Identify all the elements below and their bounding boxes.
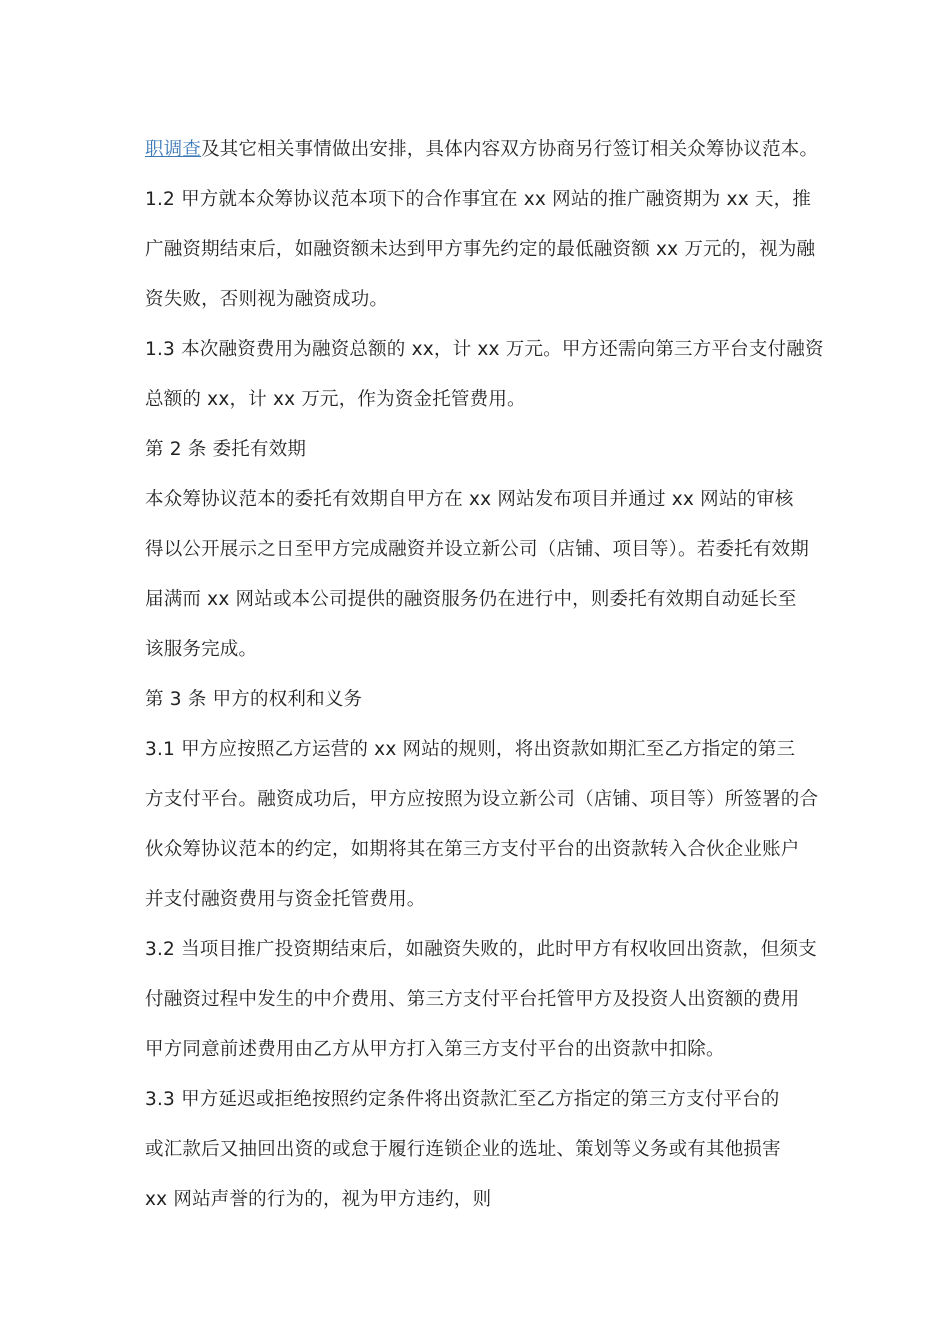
paragraph-line: 届满而 xx 网站或本公司提供的融资服务仍在进行中，则委托有效期自动延长至 bbox=[145, 589, 797, 610]
paragraph-line: 并支付融资费用与资金托管费用。 bbox=[145, 889, 426, 910]
paragraph-line: 该服务完成。 bbox=[145, 639, 258, 660]
paragraph-line: 3.1 甲方应按照乙方运营的 xx 网站的规则，将出资款如期汇至乙方指定的第三 bbox=[145, 739, 796, 760]
paragraph-line bbox=[145, 138, 825, 162]
line-text: 及其它相关事情做出安排，具体内容双方协商另行签订相关众筹协议范本。 bbox=[201, 139, 819, 160]
paragraph-line: 本众筹协议范本的委托有效期自甲方在 xx 网站发布项目并通过 xx 网站的审核 bbox=[145, 489, 794, 510]
paragraph-line: 1.3 本次融资费用为融资总额的 xx，计 xx 万元。甲方还需向第三方平台支付融资 bbox=[145, 339, 824, 360]
paragraph-line: 3.2 当项目推广投资期结束后，如融资失败的，此时甲方有权收回出资款，但须支 bbox=[145, 939, 817, 960]
paragraph-line: 甲方同意前述费用由乙方从甲方打入第三方支付平台的出资款中扣除。 bbox=[145, 1039, 725, 1060]
paragraph-line: xx 网站声誉的行为的，视为甲方违约，则 bbox=[145, 1189, 492, 1210]
paragraph-line: 总额的 xx，计 xx 万元，作为资金托管费用。 bbox=[145, 389, 526, 410]
section-heading: 第 2 条 委托有效期 bbox=[145, 439, 307, 460]
paragraph-line: 得以公开展示之日至甲方完成融资并设立新公司（店铺、项目等）。若委托有效期 bbox=[145, 539, 809, 560]
paragraph-line: 3.3 甲方延迟或拒绝按照约定条件将出资款汇至乙方指定的第三方支付平台的 bbox=[145, 1089, 780, 1110]
paragraph-line: 1.2 甲方就本众筹协议范本项下的合作事宜在 xx 网站的推广融资期为 xx 天，推 bbox=[145, 189, 812, 210]
paragraph-line: 广融资期结束后，如融资额未达到甲方事先约定的最低融资额 xx 万元的，视为融 bbox=[145, 239, 816, 260]
paragraph-line: 方支付平台。融资成功后，甲方应按照为设立新公司（店铺、项目等）所签署的合 bbox=[145, 789, 819, 810]
paragraph-line: 付融资过程中发生的中介费用、第三方支付平台托管甲方及投资人出资额的费用 bbox=[145, 989, 800, 1010]
paragraph-line: 伙众筹协议范本的约定，如期将其在第三方支付平台的出资款转入合伙企业账户 bbox=[145, 839, 800, 860]
paragraph-line: 或汇款后又抽回出资的或怠于履行连锁企业的选址、策划等义务或有其他损害 bbox=[145, 1139, 781, 1160]
section-heading: 第 3 条 甲方的权利和义务 bbox=[145, 689, 363, 710]
due-diligence-link[interactable]: 职调查 bbox=[145, 139, 202, 160]
paragraph-line: 资失败，否则视为融资成功。 bbox=[145, 289, 389, 310]
